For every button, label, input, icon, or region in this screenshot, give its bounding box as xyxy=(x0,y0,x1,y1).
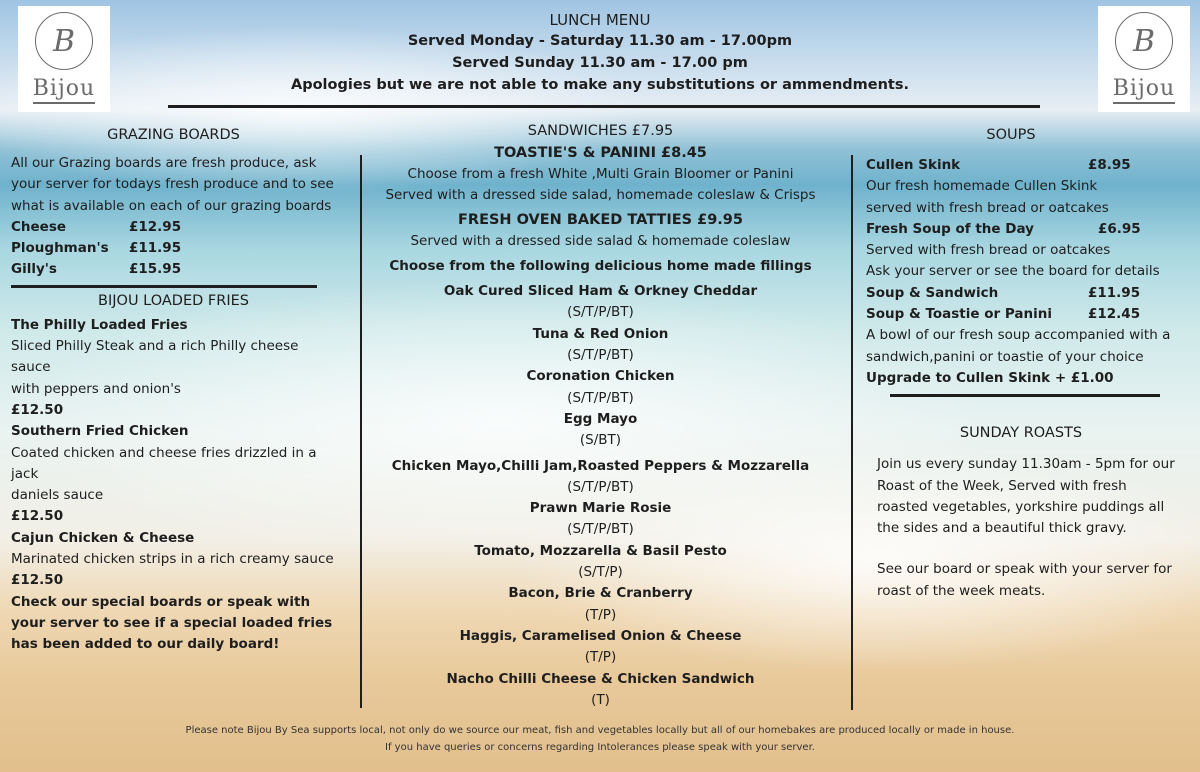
filling-name: Oak Cured Sliced Ham & Orkney Cheddar xyxy=(443,283,758,300)
soup-combo xyxy=(866,304,1176,325)
grazing-item xyxy=(11,259,336,280)
filling-codes: (S/T/P/BT) xyxy=(567,521,634,538)
soup-item-desc: Served with fresh bread or oatcakes xyxy=(866,242,1111,259)
grazing-heading: GRAZING BOARDS xyxy=(107,127,240,143)
fries-item-price: £12.50 xyxy=(11,401,64,418)
roasts-heading: SUNDAY ROASTS xyxy=(959,425,1083,442)
grazing-item-name: Ploughman's xyxy=(11,240,109,257)
filling-codes: (S/T/P/BT) xyxy=(567,304,634,321)
filling-codes: (S/T/P/BT) xyxy=(567,389,634,406)
fries-item-name: Southern Fried Chicken xyxy=(11,423,189,440)
sandwiches-heading: SANDWICHES £7.95 xyxy=(527,123,674,139)
filling-name: Tomato, Mozzarella & Basil Pesto xyxy=(474,542,727,559)
soup-item-name: Cullen Skink xyxy=(866,157,961,173)
soup-combo-name: Soup & Toastie or Panini xyxy=(866,306,1052,323)
hours-sunday: Served Sunday 11.30 am - 17.00 pm xyxy=(452,55,748,71)
filling-name: Nacho Chilli Cheese & Chicken Sandwich xyxy=(446,670,755,687)
sandwich-sides: Served with a dressed side salad, homemade coleslaw & Crisps xyxy=(385,187,816,204)
toasties-heading: TOASTIE'S & PANINI £8.45 xyxy=(494,145,707,161)
fries-heading: BIJOU LOADED FRIES xyxy=(98,292,249,309)
footer-local-note: Please note Bijou By Sea supports local, not only do we source our meat, fish and vegetables locally but all of our homebakes are produced locally or made in house. xyxy=(185,725,1015,736)
fries-item-price: £12.50 xyxy=(11,572,64,589)
fries-item-price: £12.50 xyxy=(11,508,64,525)
logo-word: Bijou xyxy=(1113,78,1175,104)
right-column xyxy=(866,124,1176,602)
filling-codes: (S/T/P/BT) xyxy=(567,478,634,495)
filling-name: Bacon, Brie & Cranberry xyxy=(508,585,693,602)
grazing-item-price: £15.95 xyxy=(129,261,182,278)
filling-name: Haggis, Caramelised Onion & Cheese xyxy=(459,627,742,644)
logo-right xyxy=(1098,6,1190,112)
grazing-item-price: £12.95 xyxy=(129,218,182,235)
fries-note: Check our special boards or speak with your server to see if a special loaded fries has been added to our daily board! xyxy=(11,593,333,653)
logo-monogram: B xyxy=(35,12,93,70)
soup-combo-price: £11.95 xyxy=(1088,284,1141,301)
soup-item-desc: served with fresh bread or oatcakes xyxy=(866,199,1109,216)
soup-combo xyxy=(866,283,1176,304)
soup-item xyxy=(866,155,1176,176)
fries-item-name: Cajun Chicken & Cheese xyxy=(11,529,195,546)
grazing-item-name: Gilly's xyxy=(11,261,57,278)
fries-item-desc: Marinated chicken strips in a rich creamy sauce xyxy=(11,551,334,568)
tatties-sides: Served with a dressed side salad & homemade coleslaw xyxy=(410,232,791,249)
soup-item-name: Fresh Soup of the Day xyxy=(866,220,1034,237)
fries-item-desc: daniels sauce xyxy=(11,487,104,504)
menu-header xyxy=(150,10,1050,96)
fillings-heading: Choose from the following delicious home made fillings xyxy=(389,257,812,274)
soup-item-price: £6.95 xyxy=(1098,220,1141,237)
grazing-item-price: £11.95 xyxy=(129,240,182,257)
hours-weekday: Served Monday - Saturday 11.30 am - 17.00pm xyxy=(407,33,793,49)
tatties-heading: FRESH OVEN BAKED TATTIES £9.95 xyxy=(458,211,743,228)
grazing-description: All our Grazing boards are fresh produce, ask your server for todays fresh produce and to see what is available on each of our grazing boards xyxy=(11,155,334,214)
grazing-item xyxy=(11,217,336,238)
soup-item-desc: Ask your server or see the board for details xyxy=(866,263,1160,280)
column-divider-left xyxy=(360,155,362,708)
footer-intolerance-note: If you have queries or concerns regarding Intolerances please speak with your server. xyxy=(385,742,815,753)
fries-item-name: The Philly Loaded Fries xyxy=(11,316,188,333)
filling-codes: (T/P) xyxy=(584,606,617,623)
left-column xyxy=(11,124,336,656)
filling-codes: (S/T/P) xyxy=(578,564,623,581)
filling-name: Egg Mayo xyxy=(563,410,638,427)
filling-name: Chicken Mayo,Chilli Jam,Roasted Peppers & Mozzarella xyxy=(391,457,810,474)
filling-codes: (T) xyxy=(591,691,610,708)
soup-upgrade: Upgrade to Cullen Skink + £1.00 xyxy=(866,369,1114,386)
footer xyxy=(0,722,1200,756)
soup-item xyxy=(866,219,1176,240)
fries-item-desc: with peppers and onion's xyxy=(11,380,181,397)
filling-codes: (T/P) xyxy=(584,649,617,666)
soup-combo-desc: A bowl of our fresh soup accompanied with a sandwich,panini or toastie of your choice xyxy=(866,327,1171,365)
soup-combo-price: £12.45 xyxy=(1088,306,1141,323)
logo-monogram: B xyxy=(1115,12,1173,70)
soup-combo-name: Soup & Sandwich xyxy=(866,284,999,301)
grazing-item xyxy=(11,238,336,259)
filling-name: Prawn Marie Rosie xyxy=(529,500,672,517)
soups-heading: SOUPS xyxy=(986,127,1036,143)
substitutions-note: Apologies but we are not able to make any substitutions or ammendments. xyxy=(290,77,909,93)
logo-left xyxy=(18,6,110,112)
grazing-item-name: Cheese xyxy=(11,218,67,235)
middle-column xyxy=(368,120,833,711)
fries-item-desc: Coated chicken and cheese fries drizzled in a jack xyxy=(11,444,317,482)
column-divider-right xyxy=(851,155,853,710)
filling-name: Tuna & Red Onion xyxy=(532,325,669,342)
filling-codes: (S/T/P/BT) xyxy=(567,347,634,364)
soup-item-desc: Our fresh homemade Cullen Skink xyxy=(866,178,1098,195)
roasts-description: Join us every sunday 11.30am - 5pm for our Roast of the Week, Served with fresh roasted vegetables, yorkshire puddings all the sides and a beautiful thick gravy. xyxy=(877,456,1175,537)
section-divider xyxy=(11,285,317,288)
logo-word: Bijou xyxy=(33,78,95,104)
menu-title: LUNCH MENU xyxy=(549,11,651,29)
filling-codes: (S/BT) xyxy=(579,432,622,449)
bread-choice: Choose from a fresh White ,Multi Grain Bloomer or Panini xyxy=(407,166,794,182)
fries-item-desc: Sliced Philly Steak and a rich Philly cheese sauce xyxy=(11,338,299,376)
section-divider xyxy=(890,394,1160,397)
header-divider xyxy=(168,105,1040,108)
soup-item-price: £8.95 xyxy=(1088,157,1131,173)
filling-name: Coronation Chicken xyxy=(526,368,675,385)
roasts-board-note: See our board or speak with your server for roast of the week meats. xyxy=(877,561,1172,599)
